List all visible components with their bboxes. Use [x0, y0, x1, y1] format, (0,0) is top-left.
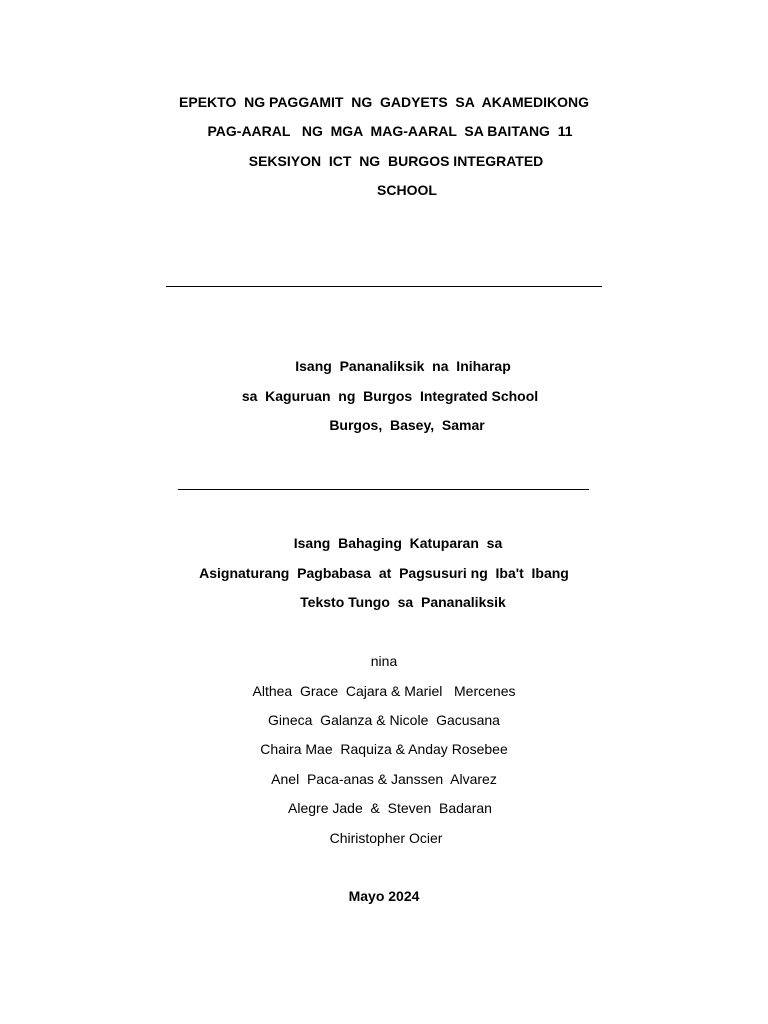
- submission-date: Mayo 2024: [348, 888, 420, 904]
- author-line-6: Chiristopher Ocier: [329, 830, 443, 846]
- author-line-5: Alegre Jade & Steven Badaran: [288, 800, 492, 816]
- requirement-line-2: Asignaturang Pagbabasa at Pagsusuri ng Iba't Ibang: [199, 565, 569, 581]
- requirement-line-3: Teksto Tungo sa Pananaliksik: [300, 594, 506, 610]
- author-line-2: Gineca Galanza & Nicole Gacusana: [268, 712, 500, 728]
- author-line-4: Anel Paca-anas & Janssen Alvarez: [271, 771, 497, 787]
- author-line-1: Althea Grace Cajara & Mariel Mercenes: [252, 683, 516, 699]
- presentation-line-1: Isang Pananaliksik na Iniharap: [295, 358, 511, 374]
- presentation-line-2: sa Kaguruan ng Burgos Integrated School: [241, 388, 539, 404]
- title-line-1: EPEKTO NG PAGGAMIT NG GADYETS SA AKAMEDIKONG: [179, 94, 589, 110]
- divider-middle: [178, 489, 589, 490]
- requirement-line-1: Isang Bahaging Katuparan sa: [293, 535, 503, 551]
- title-line-3: SEKSIYON ICT NG BURGOS INTEGRATED: [248, 153, 544, 169]
- title-line-2: PAG-AARAL NG MGA MAG-AARAL SA BAITANG 11: [207, 123, 573, 139]
- presentation-line-3: Burgos, Basey, Samar: [329, 417, 485, 433]
- by-label: nina: [370, 653, 398, 669]
- author-line-3: Chaira Mae Raquiza & Anday Rosebee: [260, 741, 508, 757]
- title-line-4: SCHOOL: [377, 182, 437, 198]
- divider-top: [166, 286, 602, 287]
